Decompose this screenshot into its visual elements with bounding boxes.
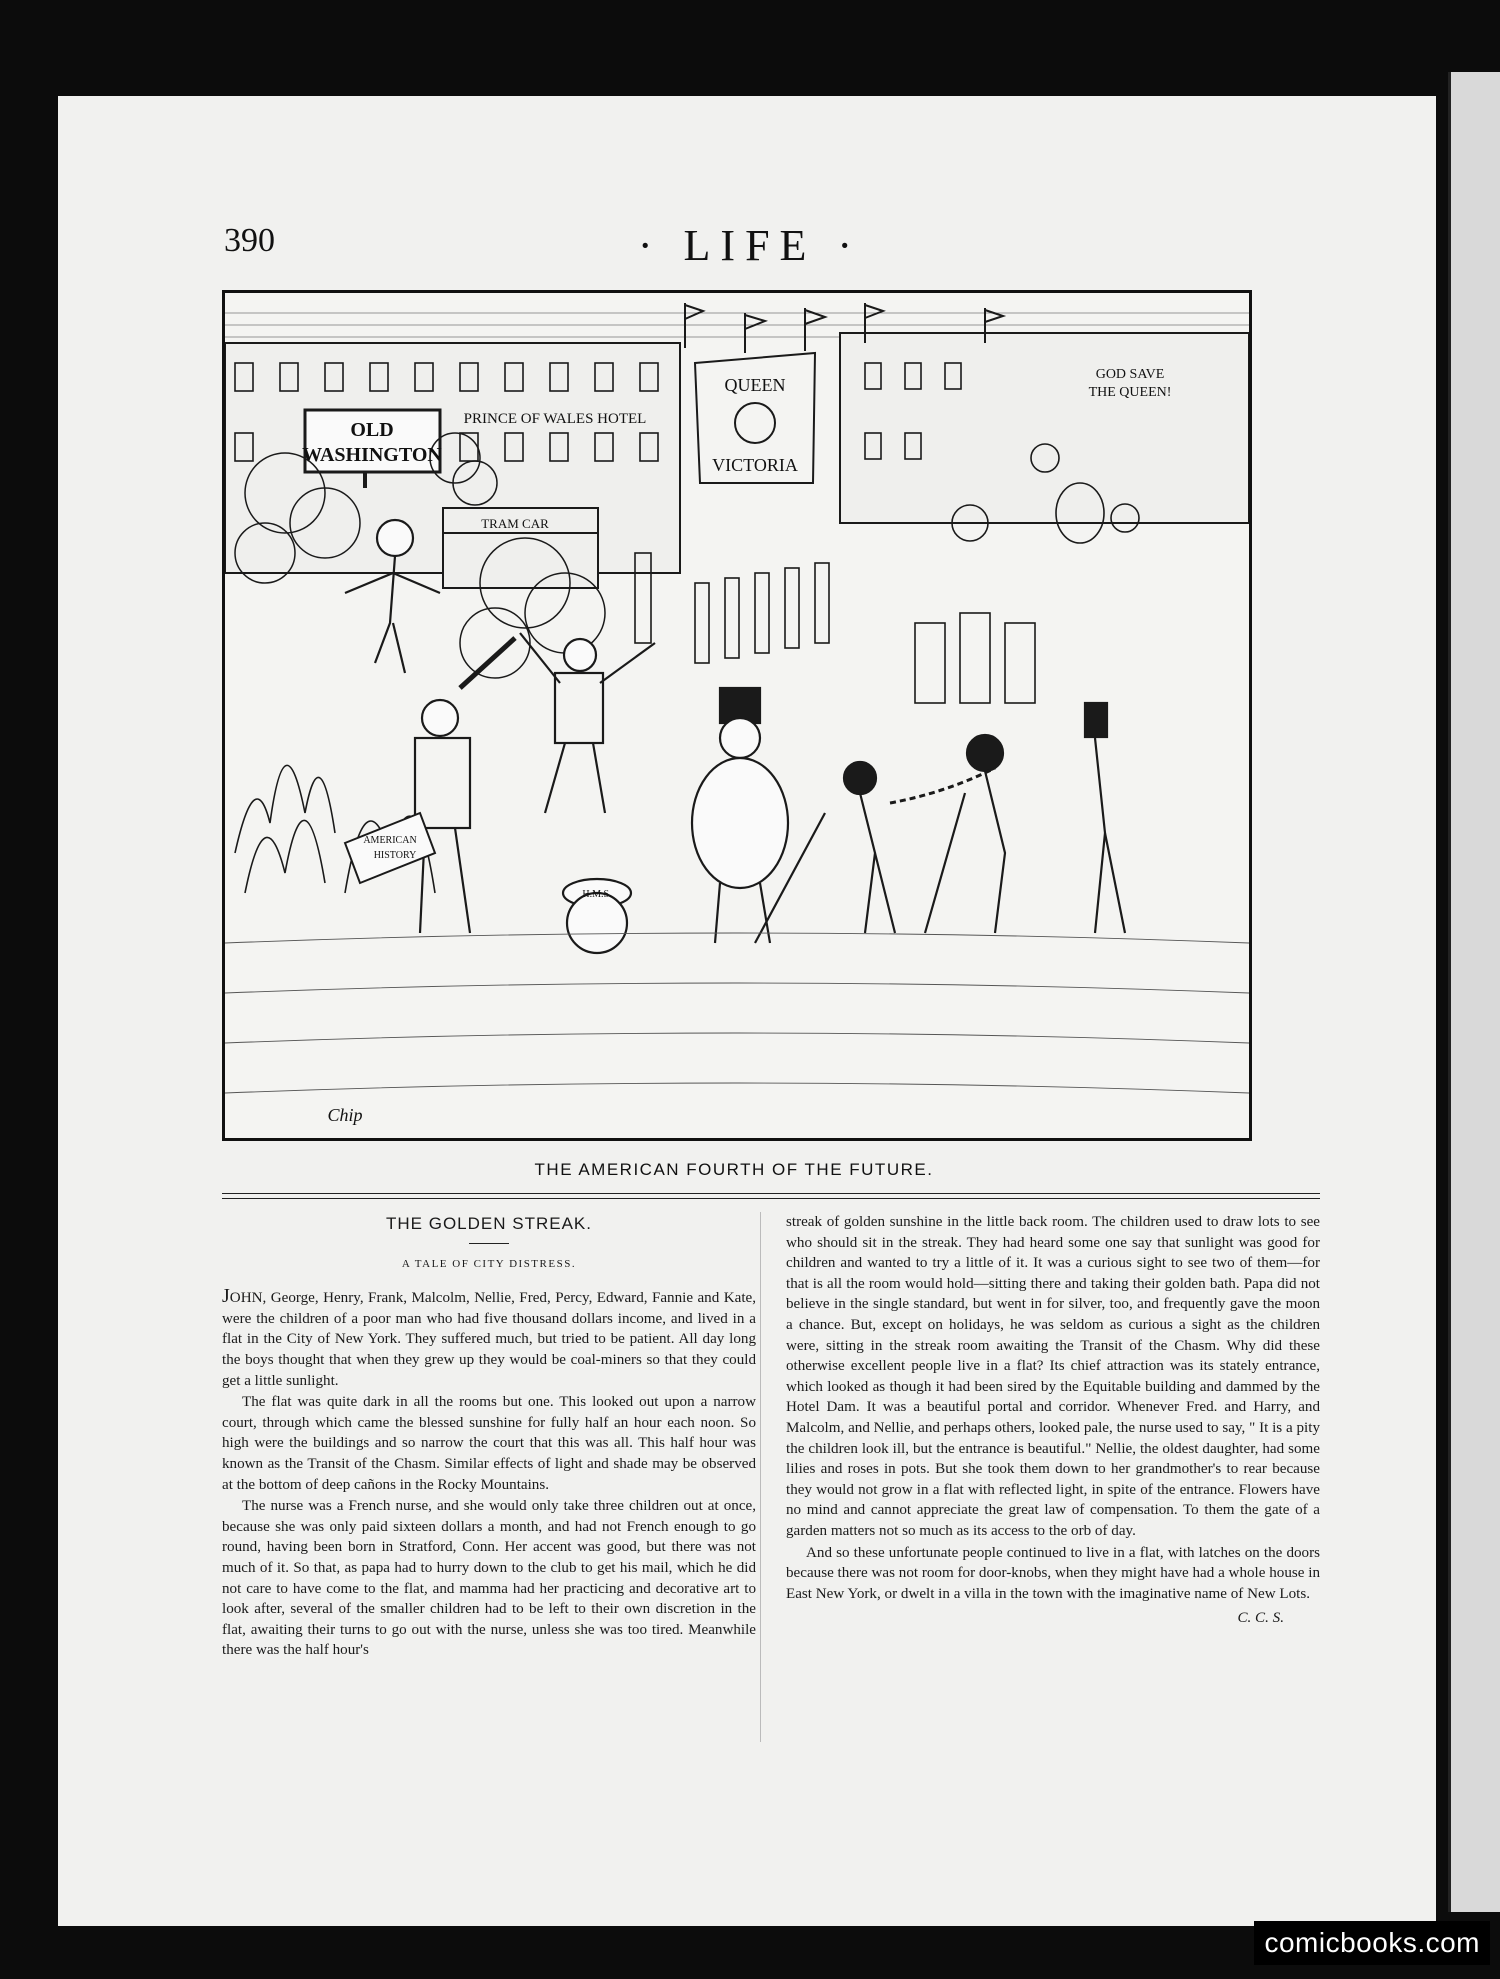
policeman-figure — [415, 638, 515, 933]
speech-text-bottom: THE QUEEN! — [1088, 385, 1172, 400]
dancing-man — [520, 633, 655, 813]
book-label-top: AMERICAN — [363, 835, 417, 846]
story-paragraph: streak of golden sunshine in the little back room. The children used to draw lots to see who should sit in the streak. They had heard some one say that sunlight was good for children and wanted to try a little of it. It was a curious sight to see two of them—for that is all the room would hold—sitting there and taking their golden bath. Papa did not believe in the single standard, but went in for silver, too, and frequently gave the moon a chance. But, except on holidays, he was seldom as curious a sight as the children were, sitting in the streak room awaiting the Transit of the Chasm. Why did these otherwise excellent people live in a flat? Its chief attraction was its stately entrance, which looked as though it had been sired by the Equitable building and dammed by the Hotel Dam. It was a beautiful portal and corridor. Whenever Fred. and Harry, and Malcolm, and Nellie, and perhaps others, looked pale, the nurse used to say, " It is a pity the children look ill, but the entrance is beautiful." Nellie, the oldest daughter, had some lilies and roses in pots. But she took them down to her grandmother's to rear because they would not grow in a flat with reflected light, in spite of the entrance. Flowers have no mind and cannot appreciate the great law of compensation. To them the gate of a garden matters not so much as its access to the orb of day. — [786, 1214, 1320, 1539]
hotel-sign: PRINCE OF WALES HOTEL — [463, 411, 647, 427]
book-label-bottom: HISTORY — [373, 850, 417, 861]
paragraph-text: OHN, George, Henry, Frank, Malcolm, Nellie, Fred, Percy, Edward, Fannie and Kate, were the children of a poor man who had five thousand dollars income, and lived in a flat in the City of New York. They suffered much, but tried to be patient. All day long the boys thought that when they grew up they would be coal-miners so that they could get a little sunlight. — [222, 1290, 756, 1389]
hat-band-label: H.M.S. — [582, 889, 612, 900]
story-paragraph: And so these unfortunate people continued to live in a flat, with latches on the doors because there was not room for door-knobs, when they might have had a whole house in East New York, or dwelt in a villa in the town with the imaginative name of New Lots. — [786, 1544, 1320, 1602]
speech-text-top: GOD SAVE — [1095, 367, 1165, 382]
story-paragraph: The flat was quite dark in all the rooms but one. This looked out upon a narrow court, through which came the blessed sunshine for fully half an hour each noon. So high were the buildings and so narrow the court that this was all. This half hour was known as the Transit of the Chasm. Similar effects of light and shade may be observed at the bottom of deep cañons in the Rocky Mountains. — [222, 1394, 756, 1493]
artist-signature: Chip — [327, 1105, 363, 1125]
story-subtitle: A TALE OF CITY DISTRESS. — [401, 1257, 577, 1270]
title-rule — [469, 1243, 509, 1244]
adjacent-page-edge — [1448, 72, 1500, 1912]
banner-text-bottom: VICTORIA — [712, 455, 798, 475]
tram-label: TRAM CAR — [481, 516, 549, 531]
cartoon-caption: THE AMERICAN FOURTH OF THE FUTURE. — [534, 1160, 934, 1179]
uncle-sam-chained — [755, 703, 1125, 943]
column-divider — [760, 1212, 761, 1742]
cobblestone-ground — [225, 933, 1249, 1093]
story-column-left — [222, 1212, 756, 1662]
story-paragraph: The nurse was a French nurse, and she would only take three children out at once, because she was only paid sixteen dollars a month, and had not French enough to go round, having been born in Stratford, Conn. Her accent was good, but there was not much of it. So that, as papa had to hurry down to the club to get his mail, which he did not care to have come to the flat, and mamma had her practicing and decorative art to look after, several of the smaller children had to be left to their own discretion in the flat, awaiting their turns to go out with the nurse, unless she was too tired. Meanwhile there was the half hour's — [222, 1498, 756, 1659]
story-paragraph — [222, 1286, 756, 1391]
story-column-right — [786, 1212, 1320, 1629]
banner-text-top: QUEEN — [724, 375, 786, 395]
masthead-title: · LIFE · — [637, 221, 863, 270]
author-initials: C. C. S. — [1237, 1610, 1284, 1627]
watermark: comicbooks.com — [1254, 1921, 1490, 1965]
page-number: 390 — [224, 222, 275, 259]
signpost-text-bottom: WASHINGTON — [302, 444, 442, 466]
top-hat-gentleman — [692, 688, 788, 943]
drop-cap: J — [222, 1285, 230, 1308]
american-history-book — [345, 813, 435, 883]
signpost-text-top: OLD — [350, 419, 394, 441]
section-rule — [222, 1193, 1320, 1199]
story-title: THE GOLDEN STREAK. — [386, 1214, 592, 1233]
right-building — [840, 333, 1249, 523]
cartoon-illustration — [222, 290, 1252, 1141]
